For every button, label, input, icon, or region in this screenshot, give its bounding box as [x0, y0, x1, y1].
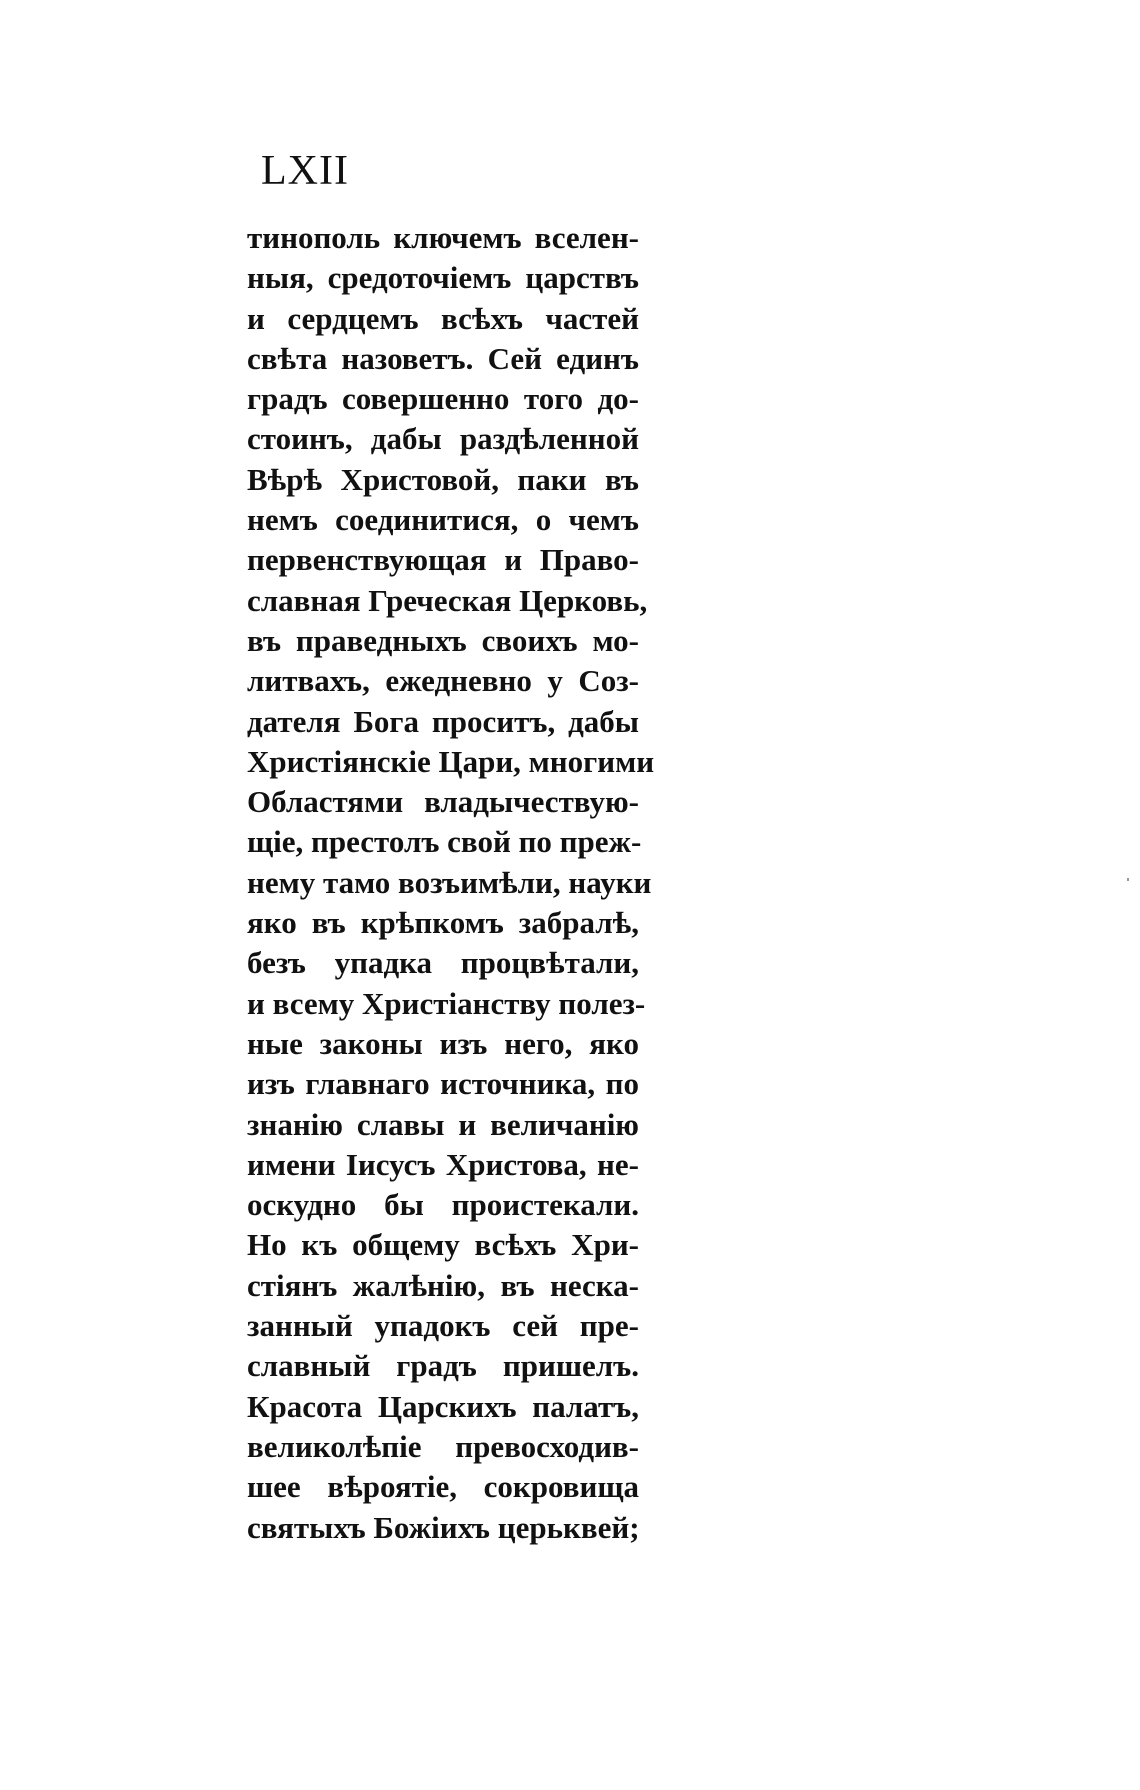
text-line: ныя, средоточіемъ царствъ: [247, 260, 639, 296]
text-line: оскудно бы проистекали.: [247, 1187, 639, 1223]
text-line: дателя Бога проситъ, дабы: [247, 703, 639, 739]
text-line: Но къ общему всѣхъ Хри-: [247, 1227, 639, 1263]
text-line: градъ совершенно того до-: [247, 381, 639, 417]
text-line: славная Греческая Церковь,: [247, 582, 648, 618]
text-line: въ праведныхъ своихъ мо-: [247, 622, 639, 658]
text-line: славный градъ пришелъ.: [247, 1348, 639, 1384]
text-line: яко въ крѣпкомъ забралѣ,: [247, 905, 639, 941]
text-line: немъ соединитися, о чемъ: [247, 502, 639, 538]
text-line: Вѣрѣ Христовой, паки въ: [247, 461, 639, 497]
text-line: шее вѣроятіе, сокровища: [247, 1469, 639, 1505]
text-line: нему тамо возъимѣли, науки: [247, 864, 652, 900]
text-line: занный упадокъ сей пре-: [247, 1308, 639, 1344]
text-line: свѣта назоветъ. Сей единъ: [247, 340, 639, 376]
text-line: изъ главнаго источника, по: [247, 1066, 639, 1102]
text-line: безъ упадка процвѣтали,: [247, 945, 639, 981]
text-line: Красота Царскихъ палатъ,: [247, 1388, 639, 1424]
text-line: и всему Христіанству полез-: [247, 985, 646, 1021]
text-line: литвахъ, ежедневно у Соз-: [247, 663, 639, 699]
text-line: первенствующая и Право-: [247, 542, 639, 578]
text-line: тинополь ключемъ вселен-: [247, 220, 639, 255]
text-line: и сердцемъ всѣхъ частей: [247, 300, 639, 336]
text-line: Христіянскіе Цари, многими: [247, 743, 655, 779]
text-line: имени Іисусъ Христова, не-: [247, 1146, 639, 1182]
text-line: великолѣпіе превосходив-: [247, 1428, 639, 1464]
text-line: святыхъ Божіихъ церьквей;: [247, 1509, 640, 1545]
text-line: ные законы изъ него, яко: [247, 1025, 639, 1061]
text-line: щіе, престолъ свой по преж-: [247, 824, 642, 860]
scan-speck: [1127, 878, 1129, 881]
text-line: знанію славы и величанію: [247, 1106, 639, 1142]
page-number: LXII: [261, 148, 349, 194]
text-line: стоинъ, дабы раздѣленной: [247, 421, 639, 457]
body-text: [247, 218, 655, 1548]
text-line: стіянъ жалѣнію, въ неска-: [247, 1267, 639, 1303]
text-line: Областями владычествую-: [247, 784, 639, 820]
